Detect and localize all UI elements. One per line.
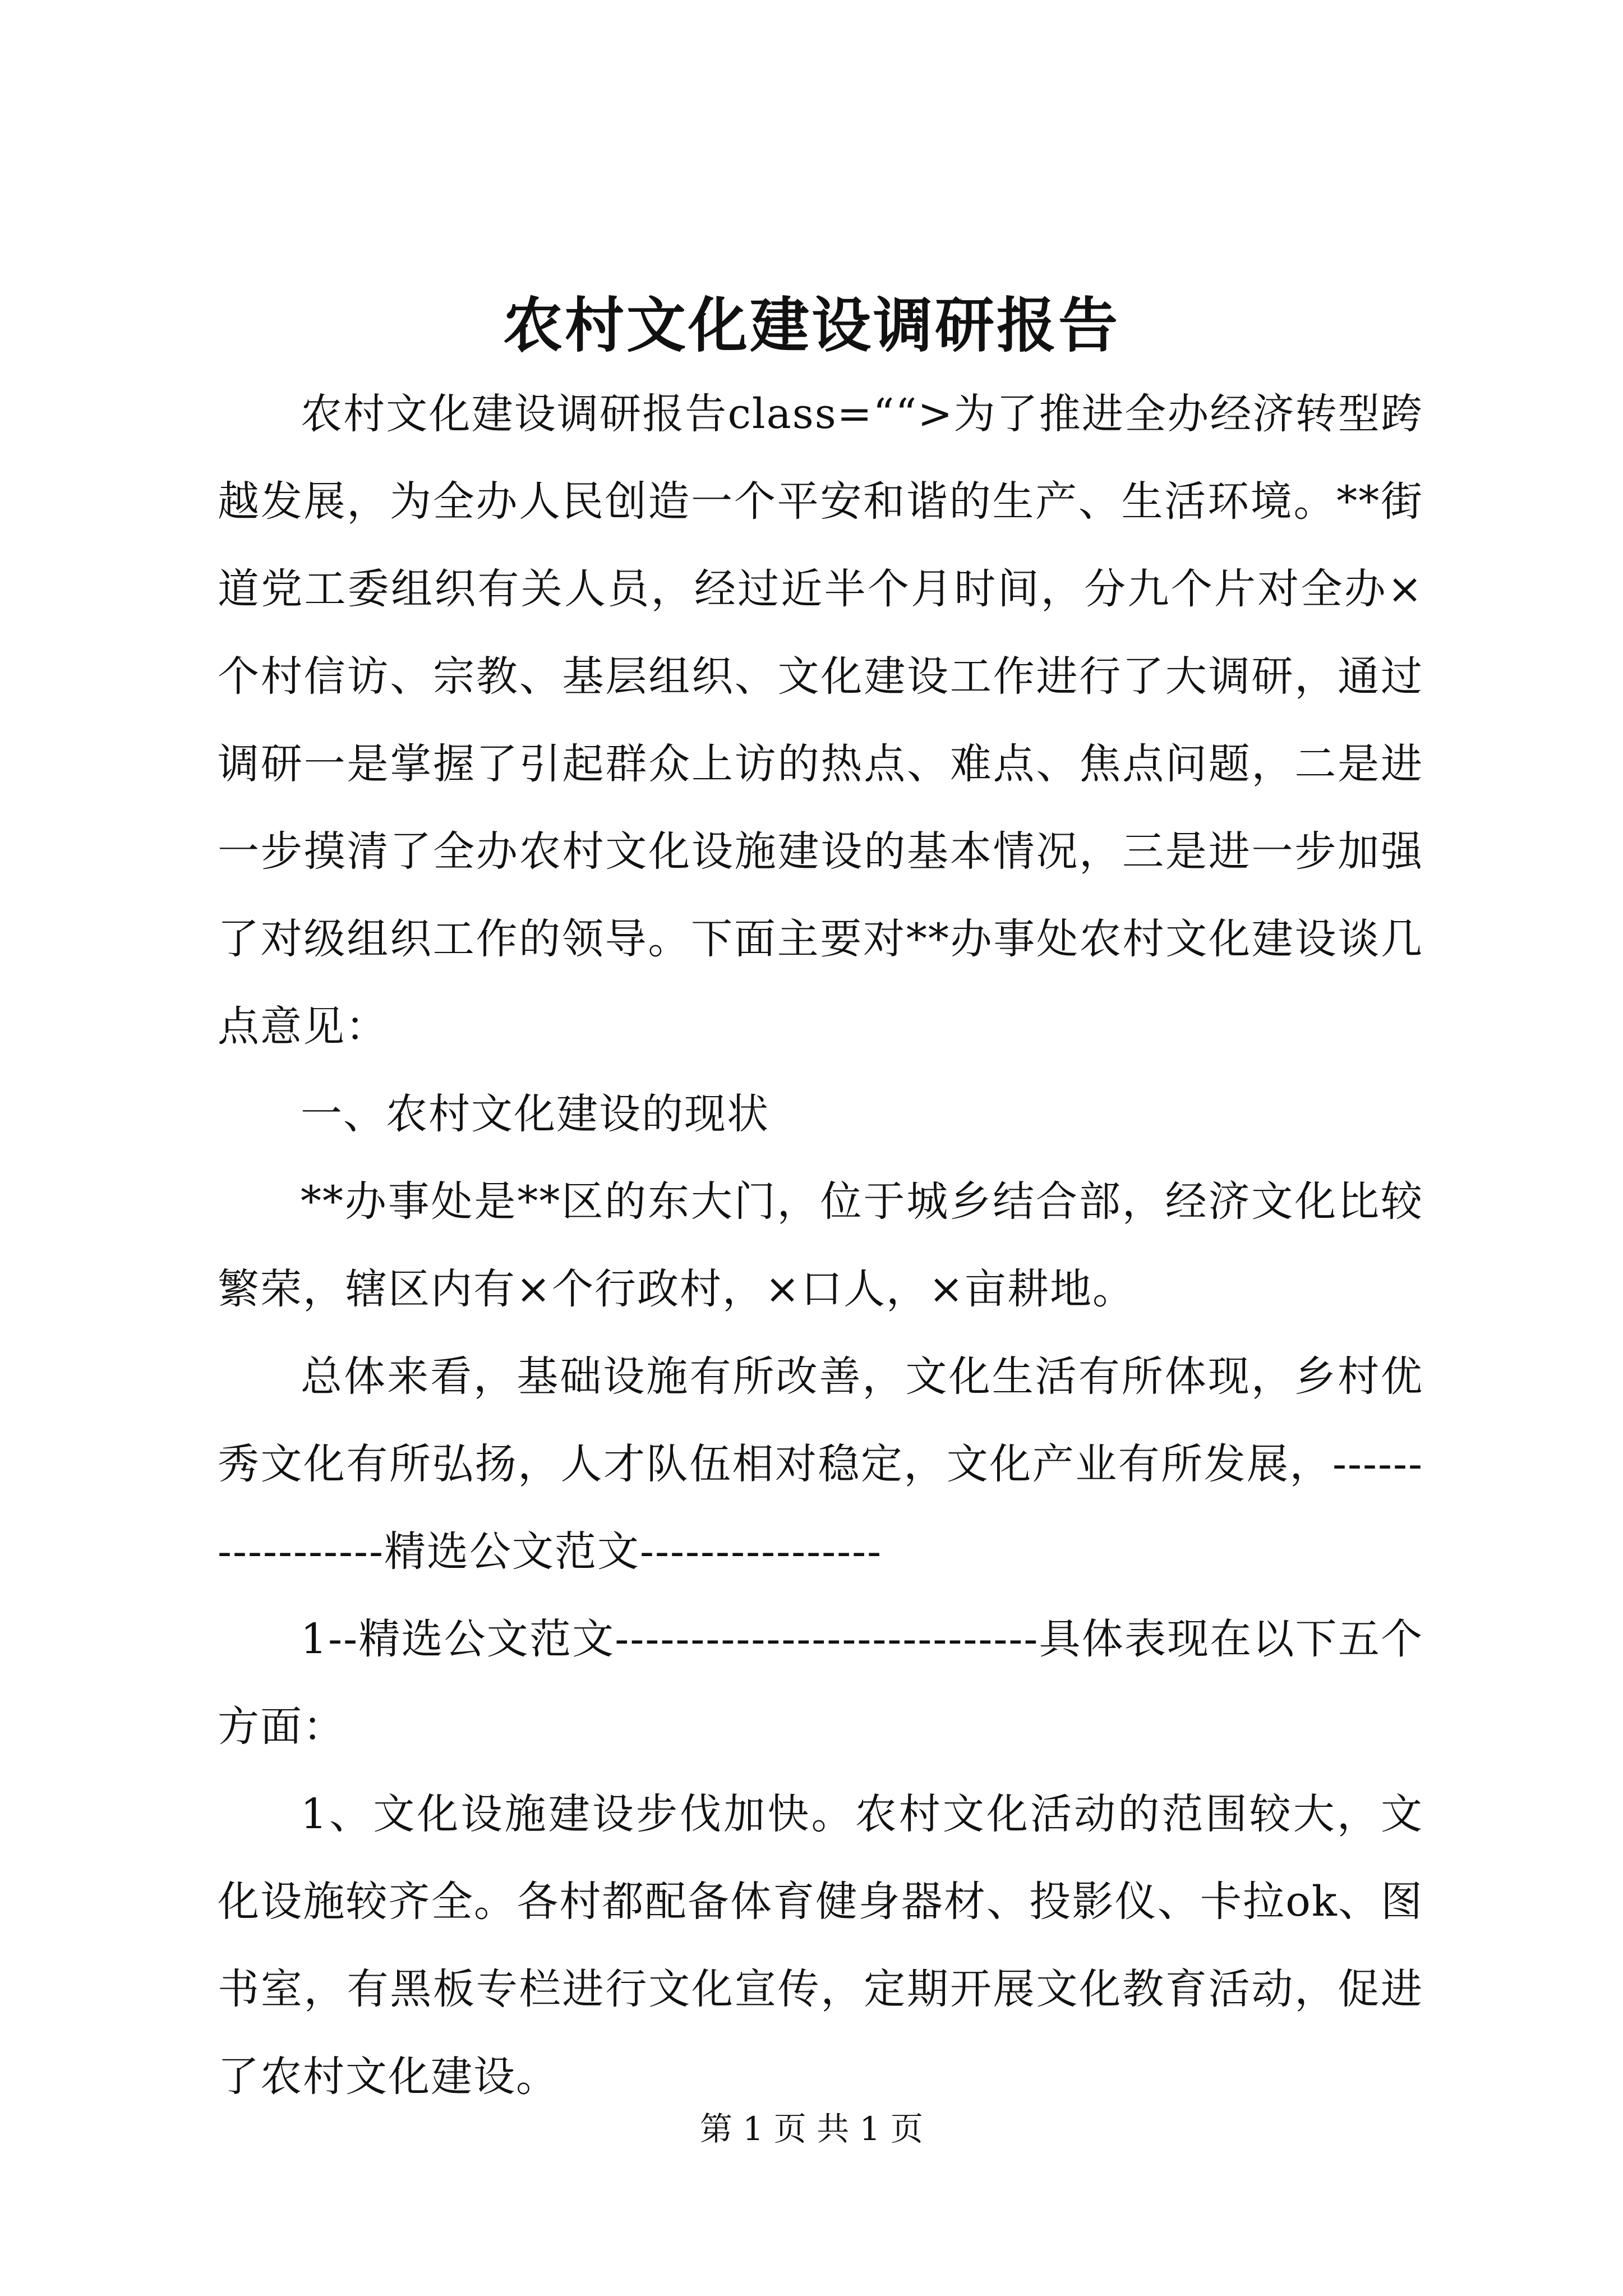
paragraph-summary: 总体来看，基础设施有所改善，文化生活有所体现，乡村优秀文化有所弘扬，人才队伍相对稳定，文化产业有所发展，-----------------精选公文范文---------------- [218, 1352, 1423, 1576]
paragraph-intro: 农村文化建设调研报告class=““>为了推进全办经济转型跨越发展，为全办人民创造一个平安和谐的生产、生活环境。**街道党工委组织有关人员，经过近半个月时间，分九个片对全办×个村信访、宗教、基层组织、文化建设工作进行了大调研，通过调研一是掌握了引起群众上访的热点、难点、焦点问题，二是进一步摸清了全办农村文化设施建设的基本情况，三是进一步加强了对级组织工作的领导。下面主要对**办事处农村文化建设谈几点意见： [218, 390, 1423, 1051]
document-title: 农村文化建设调研报告 [503, 290, 1120, 360]
paragraph-overview: **办事处是**区的东大门，位于城乡结合部，经济文化比较繁荣，辖区内有×个行政村，×口人，×亩耕地。 [218, 1177, 1423, 1313]
page-number-footer: 第 1 页 共 1 页 [700, 2110, 923, 2148]
section-heading: 一、农村文化建设的现状 [301, 1090, 769, 1138]
paragraph-item-1: 1、文化设施建设步伐加快。农村文化活动的范围较大，文化设施较齐全。各村都配备体育健身器材、投影仪、卡拉ok、图书室，有黑板专栏进行文化宣传，定期开展文化教育活动，促进了农村文化建设。 [218, 1790, 1423, 2101]
paragraph-five-aspects: 1--精选公文范文----------------------------具体表现在以下五个方面： [218, 1615, 1423, 1751]
document-body [218, 370, 1423, 2120]
